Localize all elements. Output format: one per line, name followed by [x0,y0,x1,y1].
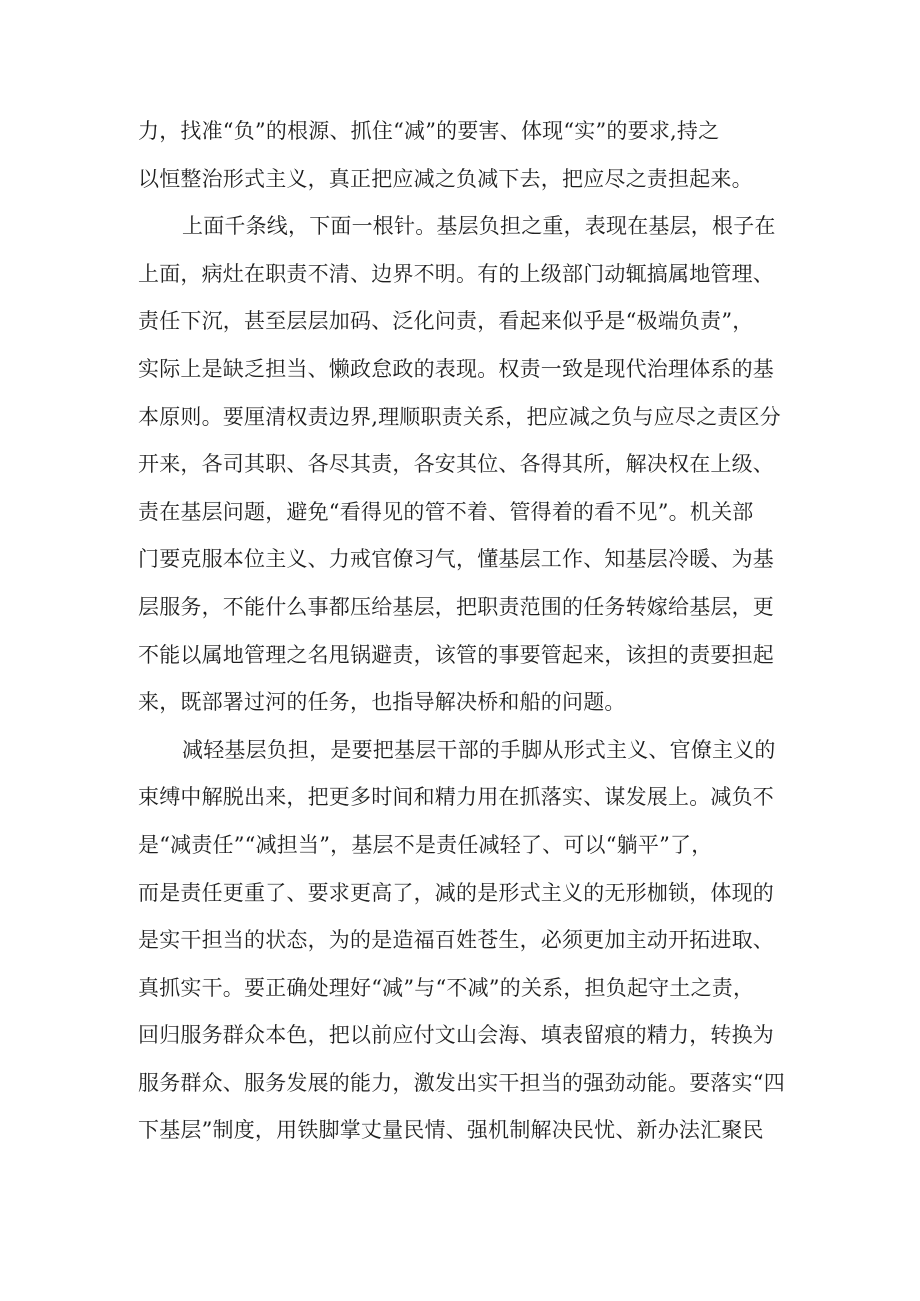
text-line: 是实干担当的状态，为的是造福百姓苍生，必须更加主动开拓进取、 [138,928,774,953]
text-line: 上面，病灶在职责不清、边界不明。有的上级部门动辄搞属地管理、 [138,261,774,286]
text-line: 下基层”制度，用铁脚掌丈量民情、强机制解决民忧、新办法汇聚民 [138,1118,764,1143]
paragraph-3 [138,727,788,1155]
text-line: 实际上是缺乏担当、懒政怠政的表现。权责一致是现代治理体系的基 [138,356,774,381]
text-line: 减轻基层负担，是要把基层干部的手脚从形式主义、官僚主义的 [182,737,776,762]
text-line: 不能以属地管理之名甩锅避责，该管的事要管起来，该担的责要担起 [138,642,774,667]
text-line: 是“减责任”“减担当”，基层不是责任减轻了、可以“躺平”了， [138,832,713,857]
text-line: 回归服务群众本色，把以前应付文山会海、填表留痕的精力，转换为 [138,1023,774,1048]
document-body [138,108,788,1155]
text-line: 本原则。要厘清权责边界,理顺职责关系，把应减之负与应尽之责区分 [138,404,781,429]
text-line: 束缚中解脱出来，把更多时间和精力用在抓落实、谋发展上。减负不 [138,785,774,810]
paragraph-1 [138,108,788,203]
text-line: 责在基层问题，避免“看得见的管不着、管得着的看不见”。机关部 [138,499,754,524]
text-line: 责任下沉，甚至层层加码、泛化问责，看起来似乎是“极端负责”， [138,309,754,334]
paragraph-2 [138,203,788,727]
text-line: 真抓实干。要正确处理好“减”与“不减”的关系，担负起守土之责， [138,975,755,1000]
text-line: 上面千条线，下面一根针。基层负担之重，表现在基层，根子在 [182,214,776,239]
text-line: 开来，各司其职、各尽其责，各安其位、各得其所，解决权在上级、 [138,452,774,477]
text-line: 门要克服本位主义、力戒官僚习气，懂基层工作、知基层冷暖、为基 [138,547,774,572]
text-line: 以恒整治形式主义，真正把应减之负减下去，把应尽之责担起来。 [138,166,753,191]
text-line: 层服务，不能什么事都压给基层，把职责范围的任务转嫁给基层，更 [138,594,774,619]
text-line: 服务群众、服务发展的能力，激发出实干担当的强劲动能。要落实“四 [138,1070,785,1095]
text-line: 来，既部署过河的任务，也指导解决桥和船的问题。 [138,690,626,715]
text-line: 而是责任更重了、要求更高了，减的是形式主义的无形枷锁，体现的 [138,880,774,905]
text-line: 力，找准“负”的根源、抓住“减”的要害、体现“实”的要求,持之 [138,119,720,143]
